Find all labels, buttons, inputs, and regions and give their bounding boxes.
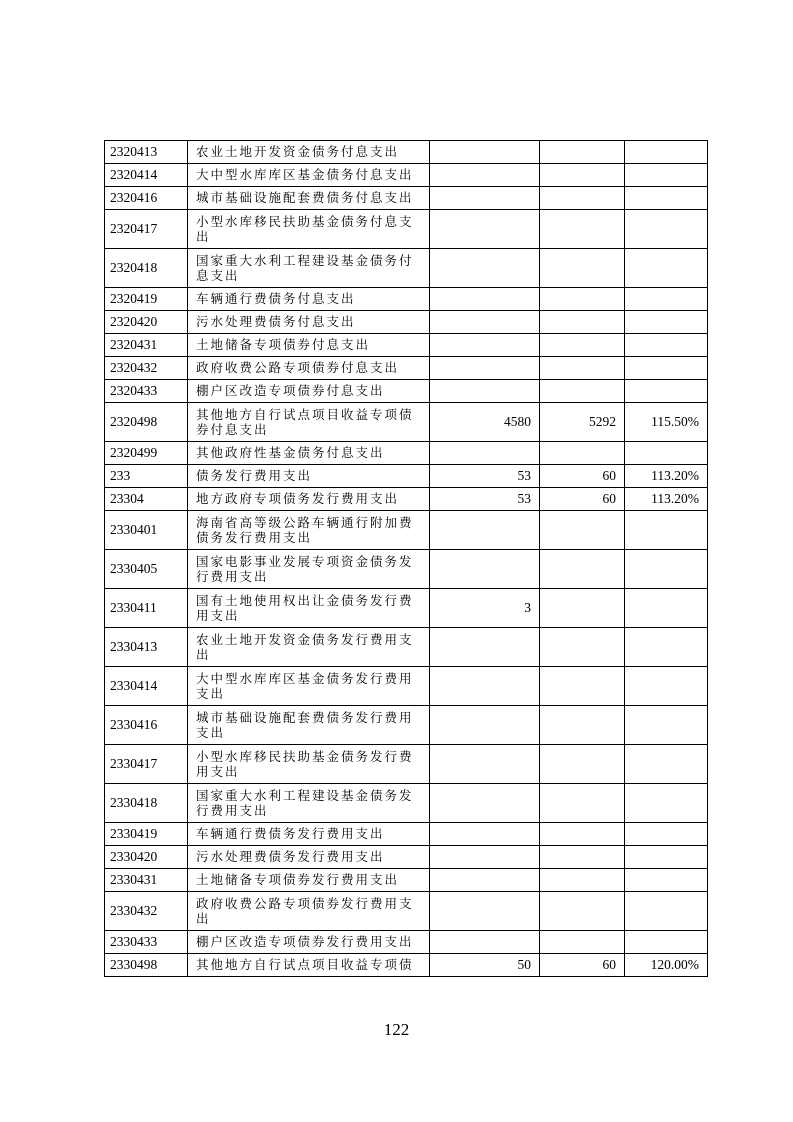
row-value-2 [540, 846, 625, 869]
row-value-1 [430, 628, 540, 667]
row-value-1 [430, 784, 540, 823]
row-percent [625, 823, 708, 846]
page-number: 122 [383, 1020, 410, 1039]
row-percent [625, 667, 708, 706]
table-row [105, 403, 708, 442]
table-row [105, 745, 708, 784]
row-value-2 [540, 784, 625, 823]
budget-table-body [105, 141, 708, 977]
row-value-2: 60 [540, 465, 625, 488]
row-name: 污水处理费债务付息支出 [188, 311, 430, 334]
row-value-1: 50 [430, 954, 540, 977]
row-percent [625, 931, 708, 954]
row-value-1 [430, 511, 540, 550]
row-name: 大中型水库库区基金债务发行费用支出 [188, 667, 430, 706]
row-percent [625, 288, 708, 311]
table-row [105, 380, 708, 403]
row-percent [625, 442, 708, 465]
table-row [105, 823, 708, 846]
row-name: 土地储备专项债券付息支出 [188, 334, 430, 357]
row-code: 2330418 [105, 784, 188, 823]
row-value-2 [540, 628, 625, 667]
row-value-2: 60 [540, 488, 625, 511]
row-percent [625, 550, 708, 589]
row-name: 地方政府专项债务发行费用支出 [188, 488, 430, 511]
row-name: 棚户区改造专项债券付息支出 [188, 380, 430, 403]
row-value-1: 4580 [430, 403, 540, 442]
table-row [105, 706, 708, 745]
row-code: 2320433 [105, 380, 188, 403]
table-row [105, 164, 708, 187]
table-row [105, 210, 708, 249]
row-value-2 [540, 249, 625, 288]
row-value-2 [540, 334, 625, 357]
row-name: 国家电影事业发展专项资金债务发行费用支出 [188, 550, 430, 589]
row-value-1 [430, 141, 540, 164]
row-percent [625, 187, 708, 210]
row-value-1 [430, 550, 540, 589]
table-row [105, 249, 708, 288]
row-value-2 [540, 141, 625, 164]
row-value-1 [430, 380, 540, 403]
table-row [105, 141, 708, 164]
row-percent [625, 869, 708, 892]
row-name: 小型水库移民扶助基金债务付息支出 [188, 210, 430, 249]
row-value-2: 60 [540, 954, 625, 977]
table-row [105, 442, 708, 465]
row-code: 2330433 [105, 931, 188, 954]
row-value-2 [540, 511, 625, 550]
table-row [105, 465, 708, 488]
row-percent [625, 846, 708, 869]
row-percent [625, 380, 708, 403]
row-name: 棚户区改造专项债券发行费用支出 [188, 931, 430, 954]
row-percent [625, 141, 708, 164]
row-percent [625, 706, 708, 745]
row-name: 农业土地开发资金债务发行费用支出 [188, 628, 430, 667]
row-value-2 [540, 210, 625, 249]
row-percent [625, 745, 708, 784]
row-code: 2320499 [105, 442, 188, 465]
row-code: 2330413 [105, 628, 188, 667]
row-value-2 [540, 823, 625, 846]
row-name: 车辆通行费债务付息支出 [188, 288, 430, 311]
row-code: 2320420 [105, 311, 188, 334]
row-value-2 [540, 442, 625, 465]
row-name: 大中型水库库区基金债务付息支出 [188, 164, 430, 187]
row-name: 国家重大水利工程建设基金债务发行费用支出 [188, 784, 430, 823]
row-value-1 [430, 869, 540, 892]
row-name: 污水处理费债务发行费用支出 [188, 846, 430, 869]
row-value-2 [540, 869, 625, 892]
row-code: 2330498 [105, 954, 188, 977]
row-percent: 113.20% [625, 465, 708, 488]
row-value-2 [540, 931, 625, 954]
table-row [105, 550, 708, 589]
row-name: 国有土地使用权出让金债务发行费用支出 [188, 589, 430, 628]
table-row [105, 357, 708, 380]
row-value-1 [430, 442, 540, 465]
row-name: 农业土地开发资金债务付息支出 [188, 141, 430, 164]
row-code: 2320419 [105, 288, 188, 311]
row-percent [625, 164, 708, 187]
row-percent: 113.20% [625, 488, 708, 511]
row-value-1: 53 [430, 465, 540, 488]
row-value-2 [540, 357, 625, 380]
row-name: 其他地方自行试点项目收益专项债 [188, 954, 430, 977]
row-code: 2330432 [105, 892, 188, 931]
row-name: 其他地方自行试点项目收益专项债券付息支出 [188, 403, 430, 442]
row-value-1 [430, 745, 540, 784]
row-percent [625, 511, 708, 550]
table-row [105, 869, 708, 892]
row-value-1 [430, 706, 540, 745]
row-name: 海南省高等级公路车辆通行附加费债务发行费用支出 [188, 511, 430, 550]
row-name: 债务发行费用支出 [188, 465, 430, 488]
row-value-1 [430, 334, 540, 357]
row-value-1 [430, 311, 540, 334]
row-value-1 [430, 357, 540, 380]
row-value-2 [540, 164, 625, 187]
table-row [105, 628, 708, 667]
row-value-1 [430, 846, 540, 869]
row-value-2 [540, 288, 625, 311]
table-row [105, 334, 708, 357]
row-code: 2320416 [105, 187, 188, 210]
row-code: 2320431 [105, 334, 188, 357]
row-value-1: 3 [430, 589, 540, 628]
row-name: 小型水库移民扶助基金债务发行费用支出 [188, 745, 430, 784]
row-code: 2320413 [105, 141, 188, 164]
table-row [105, 511, 708, 550]
row-value-2 [540, 667, 625, 706]
row-percent: 115.50% [625, 403, 708, 442]
row-code: 2330420 [105, 846, 188, 869]
row-value-2 [540, 311, 625, 334]
row-value-2 [540, 550, 625, 589]
row-percent [625, 334, 708, 357]
row-value-2 [540, 706, 625, 745]
row-code: 2320418 [105, 249, 188, 288]
table-row [105, 488, 708, 511]
row-code: 2330414 [105, 667, 188, 706]
row-percent [625, 311, 708, 334]
row-value-2: 5292 [540, 403, 625, 442]
row-value-1 [430, 288, 540, 311]
row-name: 其他政府性基金债务付息支出 [188, 442, 430, 465]
row-value-2 [540, 589, 625, 628]
row-code: 2320498 [105, 403, 188, 442]
row-value-1 [430, 667, 540, 706]
row-value-1 [430, 249, 540, 288]
row-value-1 [430, 210, 540, 249]
table-row [105, 288, 708, 311]
row-name: 国家重大水利工程建设基金债务付息支出 [188, 249, 430, 288]
row-code: 2330417 [105, 745, 188, 784]
table-row [105, 589, 708, 628]
table-row [105, 954, 708, 977]
row-name: 城市基础设施配套费债务发行费用支出 [188, 706, 430, 745]
table-row [105, 187, 708, 210]
row-value-1 [430, 931, 540, 954]
row-value-1: 53 [430, 488, 540, 511]
row-value-1 [430, 823, 540, 846]
row-code: 233 [105, 465, 188, 488]
row-name: 政府收费公路专项债券付息支出 [188, 357, 430, 380]
row-value-2 [540, 745, 625, 784]
row-percent [625, 210, 708, 249]
row-code: 2330401 [105, 511, 188, 550]
row-percent [625, 357, 708, 380]
row-name: 政府收费公路专项债券发行费用支出 [188, 892, 430, 931]
table-row [105, 667, 708, 706]
row-code: 23304 [105, 488, 188, 511]
table-row [105, 892, 708, 931]
row-code: 2320414 [105, 164, 188, 187]
row-code: 2330405 [105, 550, 188, 589]
table-row [105, 311, 708, 334]
budget-table [104, 140, 708, 977]
row-value-2 [540, 892, 625, 931]
table-row [105, 784, 708, 823]
row-percent: 120.00% [625, 954, 708, 977]
row-value-2 [540, 380, 625, 403]
row-value-1 [430, 892, 540, 931]
row-value-1 [430, 187, 540, 210]
row-percent [625, 784, 708, 823]
row-value-2 [540, 187, 625, 210]
row-percent [625, 892, 708, 931]
row-name: 车辆通行费债务发行费用支出 [188, 823, 430, 846]
row-percent [625, 589, 708, 628]
row-percent [625, 249, 708, 288]
row-name: 土地储备专项债券发行费用支出 [188, 869, 430, 892]
row-code: 2320417 [105, 210, 188, 249]
row-code: 2320432 [105, 357, 188, 380]
row-percent [625, 628, 708, 667]
table-row [105, 846, 708, 869]
row-code: 2330431 [105, 869, 188, 892]
row-name: 城市基础设施配套费债务付息支出 [188, 187, 430, 210]
row-code: 2330419 [105, 823, 188, 846]
table-row [105, 931, 708, 954]
row-code: 2330411 [105, 589, 188, 628]
row-value-1 [430, 164, 540, 187]
row-code: 2330416 [105, 706, 188, 745]
